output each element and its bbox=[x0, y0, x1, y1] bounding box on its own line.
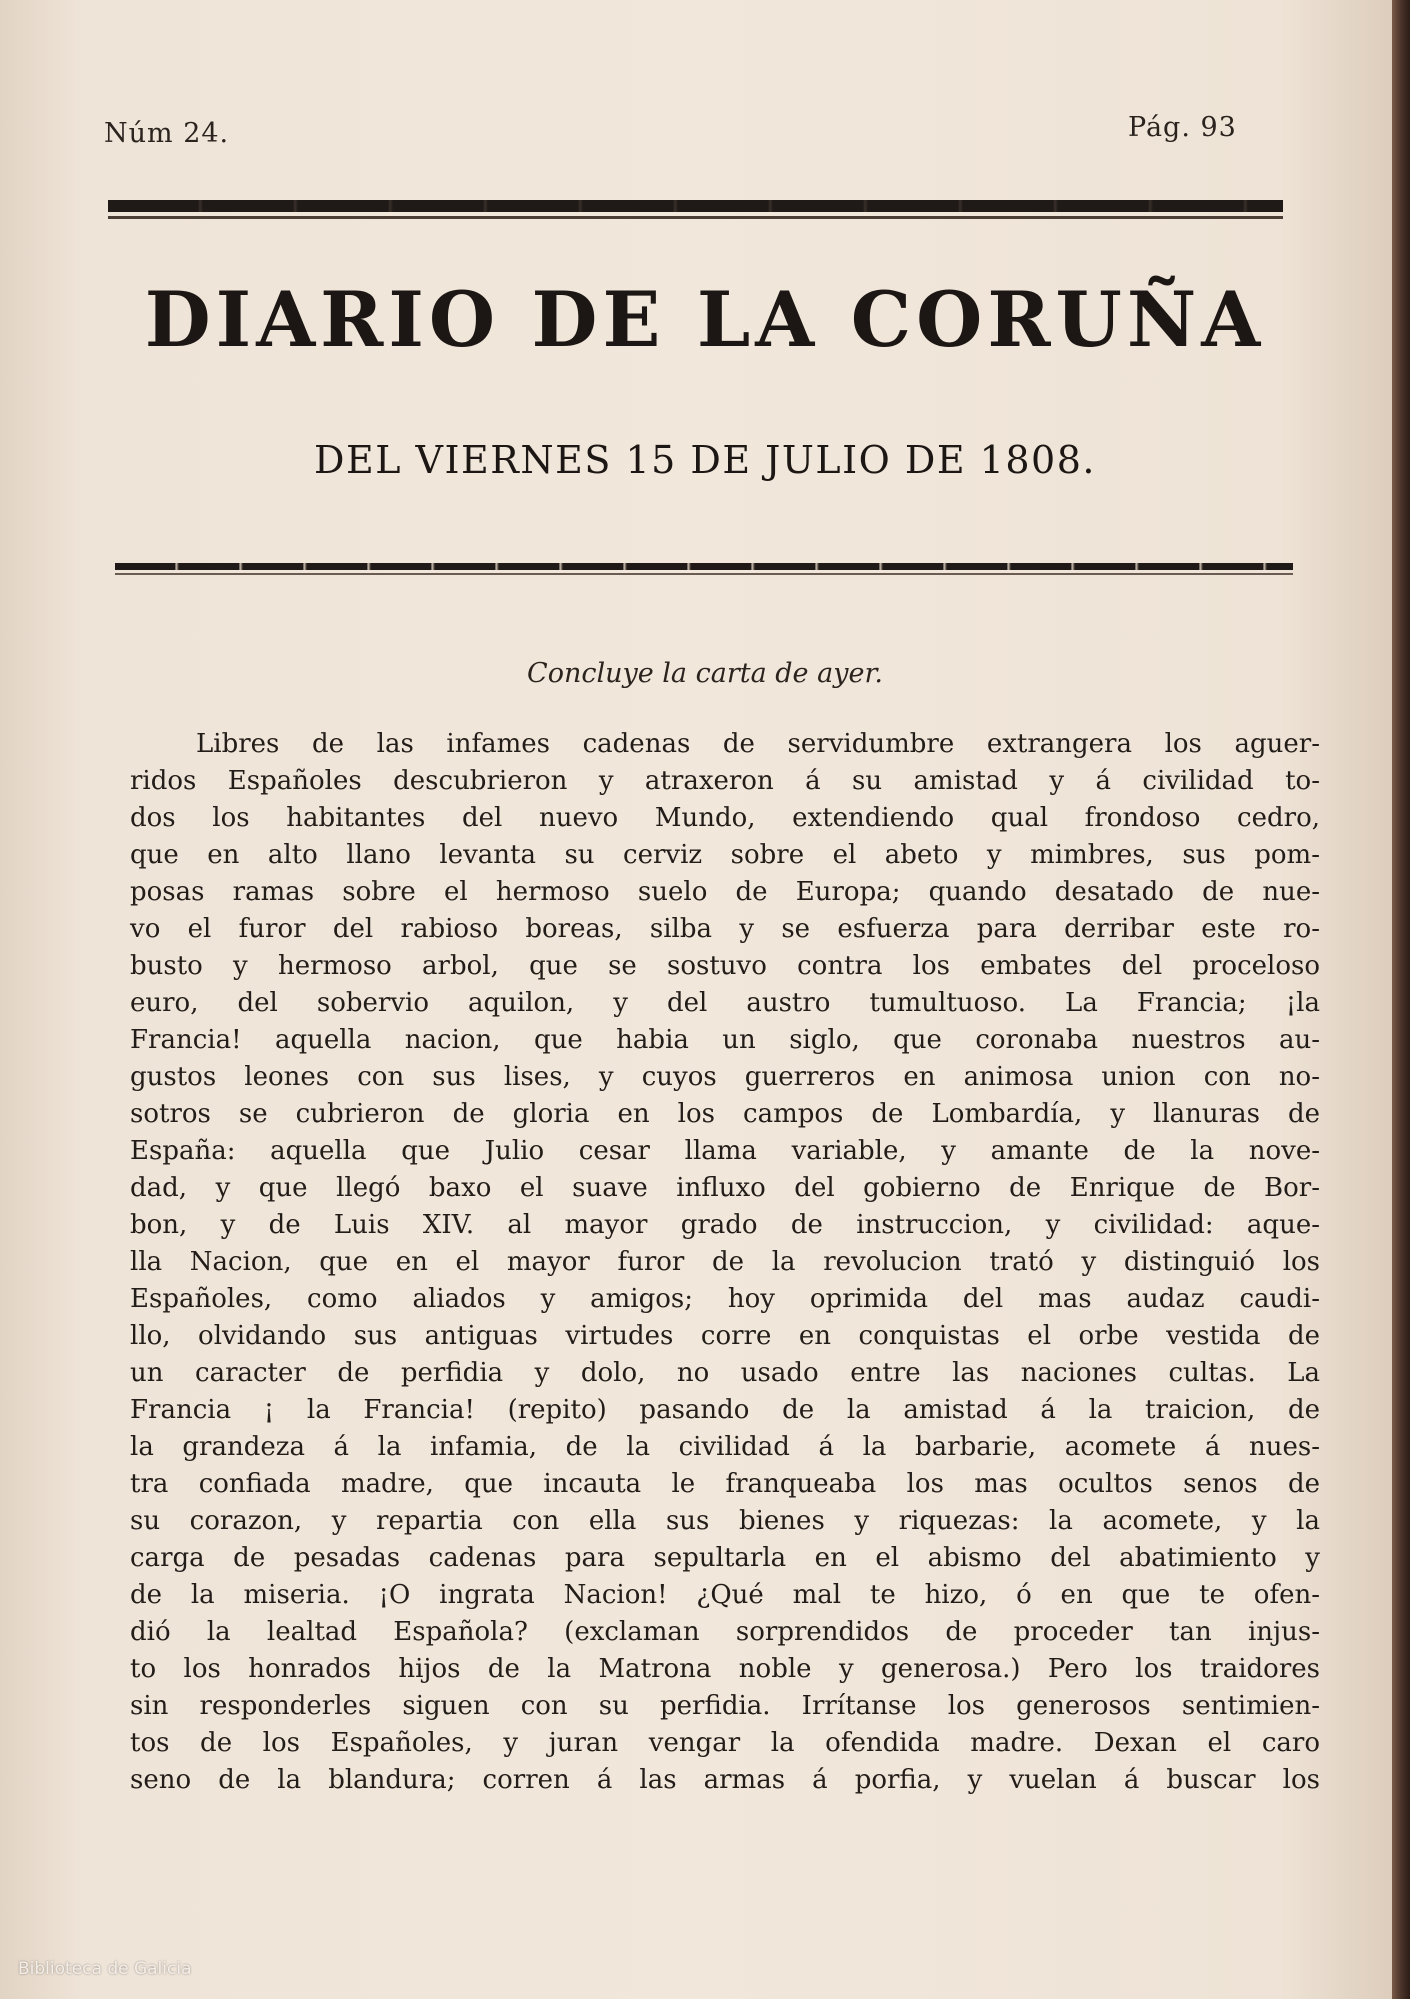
article-line: dad, y que llegó baxo el suave influxo del gobierno de Enrique de Bor- bbox=[130, 1173, 1320, 1203]
article-line: seno de la blandura; corren á las armas á porfia, y vuelan á buscar los bbox=[130, 1765, 1320, 1795]
article-line: sotros se cubrieron de gloria en los campos de Lombardía, y llanuras de bbox=[130, 1099, 1320, 1129]
article-line: Francia! aquella nacion, que habia un siglo, que coronaba nuestros au- bbox=[130, 1025, 1320, 1055]
masthead-date: DEL VIERNES 15 DE JULIO DE 1808. bbox=[314, 438, 1096, 482]
middle-rule-thin bbox=[115, 573, 1293, 575]
issue-number: Núm 24. bbox=[104, 118, 230, 149]
library-credit: Biblioteca de Galicia bbox=[18, 1959, 192, 1979]
top-rule bbox=[108, 200, 1283, 212]
article-line: lla Nacion, que en el mayor furor de la revolucion trató y distinguió los bbox=[130, 1247, 1320, 1277]
article-line: to los honrados hijos de la Matrona noble y generosa.) Pero los traidores bbox=[130, 1654, 1320, 1684]
article-line: llo, olvidando sus antiguas virtudes corre en conquistas el orbe vestida de bbox=[130, 1321, 1320, 1351]
article-line: dió la lealtad Española? (exclaman sorprendidos de proceder tan injus- bbox=[130, 1617, 1320, 1647]
article-line: busto y hermoso arbol, que se sostuvo contra los embates del proceloso bbox=[130, 951, 1320, 981]
article-line: carga de pesadas cadenas para sepultarla en el abismo del abatimiento y bbox=[130, 1543, 1320, 1573]
article-line: vo el furor del rabioso boreas, silba y se esfuerza para derribar este ro- bbox=[130, 914, 1320, 944]
article-line: España: aquella que Julio cesar llama variable, y amante de la nove- bbox=[130, 1136, 1320, 1166]
article-heading: Concluye la carta de ayer. bbox=[527, 658, 883, 689]
middle-rule bbox=[115, 563, 1293, 570]
article-line: tra confiada madre, que incauta le franqueaba los mas ocultos senos de bbox=[130, 1469, 1320, 1499]
masthead-title: DIARIO DE LA CORUÑA bbox=[144, 275, 1266, 364]
article-line: sin responderles siguen con su perfidia. Irrítanse los generosos sentimien- bbox=[130, 1691, 1320, 1721]
article-line: Libres de las infames cadenas de servidumbre extrangera los aguer- bbox=[196, 729, 1320, 759]
article-body bbox=[130, 726, 1320, 1799]
article-line: bon, y de Luis XIV. al mayor grado de instruccion, y civilidad: aque- bbox=[130, 1210, 1320, 1240]
article-line: ridos Españoles descubrieron y atraxeron á su amistad y á civilidad to- bbox=[130, 766, 1320, 796]
article-line: su corazon, y repartia con ella sus bienes y riquezas: la acomete, y la bbox=[130, 1506, 1320, 1536]
article-line: posas ramas sobre el hermoso suelo de Europa; quando desatado de nue- bbox=[130, 877, 1320, 907]
article-line: de la miseria. ¡O ingrata Nacion! ¿Qué mal te hizo, ó en que te ofen- bbox=[130, 1580, 1320, 1610]
article-line: un caracter de perfidia y dolo, no usado entre las naciones cultas. La bbox=[130, 1358, 1320, 1388]
article-line: gustos leones con sus lises, y cuyos guerreros en animosa union con no- bbox=[130, 1062, 1320, 1092]
article-line: que en alto llano levanta su cerviz sobre el abeto y mimbres, sus pom- bbox=[130, 840, 1320, 870]
page-number: Pág. 93 bbox=[1128, 112, 1237, 143]
top-rule-thin bbox=[108, 216, 1283, 219]
article-line: la grandeza á la infamia, de la civilidad á la barbarie, acomete á nues- bbox=[130, 1432, 1320, 1462]
book-binding-edge bbox=[1392, 0, 1410, 1999]
article-line: Españoles, como aliados y amigos; hoy oprimida del mas audaz caudi- bbox=[130, 1284, 1320, 1314]
article-line: dos los habitantes del nuevo Mundo, extendiendo qual frondoso cedro, bbox=[130, 803, 1320, 833]
article-line: Francia ¡ la Francia! (repito) pasando de la amistad á la traicion, de bbox=[130, 1395, 1320, 1425]
article-line: euro, del sobervio aquilon, y del austro tumultuoso. La Francia; ¡la bbox=[130, 988, 1320, 1018]
article-line: tos de los Españoles, y juran vengar la ofendida madre. Dexan el caro bbox=[130, 1728, 1320, 1758]
